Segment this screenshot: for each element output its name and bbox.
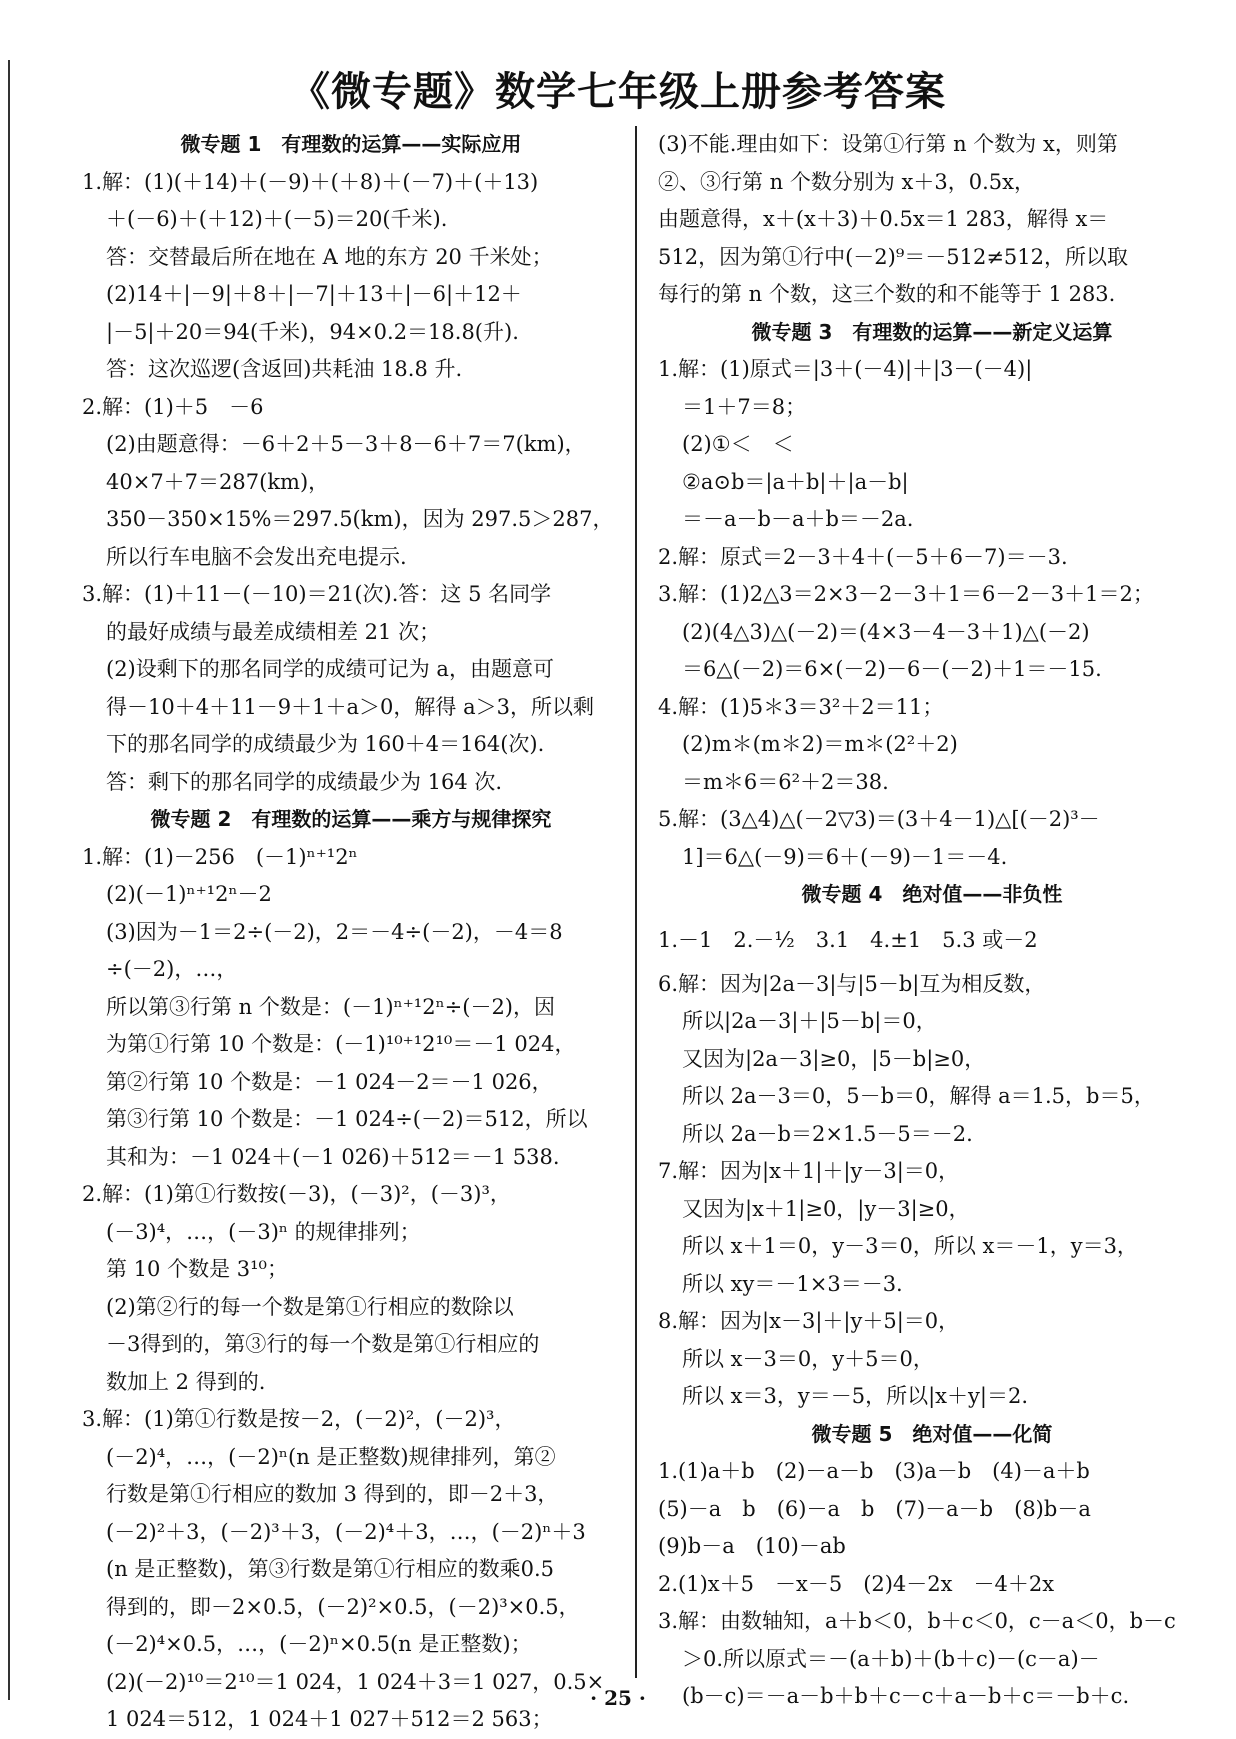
answer-line: 答：这次巡逻(含返回)共耗油 18.8 升.: [106, 357, 463, 381]
answer-line: ＝m＊6＝6²＋2＝38.: [682, 769, 889, 794]
answer-line: 答：剩下的那名同学的成绩最少为 164 次.: [106, 769, 503, 794]
section-heading: 微专题 3 有理数的运算——新定义运算: [751, 319, 1113, 344]
answer-line: (b－c)＝－a－b＋b＋c－c＋a－b＋c＝－b＋c.: [682, 1684, 1130, 1708]
answer-line: (－3)⁴，…，(－3)ⁿ 的规律排列；: [106, 1219, 421, 1244]
answer-line: 所以 2a－3＝0，5－b＝0，解得 a＝1.5，b＝5，: [682, 1084, 1155, 1108]
answer-line: －3得到的，第③行的每一个数是第①行相应的: [106, 1332, 540, 1356]
answer-line: 6.解：因为|2a－3|与|5－b|互为相反数，: [658, 971, 1046, 996]
answer-line: 数加上 2 得到的.: [106, 1369, 266, 1394]
answer-line: 又因为|x＋1|≥0，|y－3|≥0，: [682, 1196, 970, 1221]
column-divider: [635, 126, 637, 1678]
answer-line: 2.解：(1)＋5 －6: [82, 394, 264, 419]
answer-line: 下的那名同学的成绩最少为 160＋4＝164(次).: [106, 732, 545, 756]
answer-line: 每行的第 n 个数，这三个数的和不能等于 1 283.: [658, 282, 1116, 306]
answer-line: 1.(1)a＋b (2)－a－b (3)a－b (4)－a＋b: [658, 1459, 1090, 1483]
answer-line: 其和为：－1 024＋(－1 026)＋512＝－1 538.: [106, 1144, 560, 1169]
answer-line: 1]＝6△(－9)＝6＋(－9)－1＝－4.: [682, 844, 1008, 869]
answer-line: 第③行第 10 个数是：－1 024÷(－2)＝512，所以: [106, 1107, 588, 1131]
answer-line: (2)(－2)¹⁰＝2¹⁰＝1 024，1 024＋3＝1 027，0.5×: [106, 1669, 605, 1694]
answer-line: 所以|2a－3|＋|5－b|＝0，: [682, 1009, 937, 1033]
answer-line: 3.解：(1)＋11－(－10)＝21(次).答：这 5 名同学: [82, 582, 552, 606]
answer-line: 由题意得，x＋(x＋3)＋0.5x＝1 283，解得 x＝: [658, 207, 1109, 231]
answer-line: 又因为|2a－3|≥0，|5－b|≥0，: [682, 1046, 986, 1071]
answer-line: 所以 x＋1＝0，y－3＝0，所以 x＝－1，y＝3，: [682, 1234, 1138, 1258]
answer-line: 所以 xy＝－1×3＝－3.: [682, 1271, 903, 1296]
answer-line: 第 10 个数是 3¹⁰；: [106, 1257, 288, 1281]
answer-line: ＝1＋7＝8；: [682, 394, 807, 419]
answer-line: (－2)⁴×0.5，…，(－2)ⁿ×0.5(n 是正整数)；: [106, 1632, 532, 1656]
answer-line: 2.(1)x＋5 －x－5 (2)4－2x －4＋2x: [658, 1571, 1055, 1596]
page-title: 《微专题》数学七年级上册参考答案: [290, 69, 946, 115]
page-number: · 25 ·: [590, 1686, 646, 1710]
answer-line: (3)因为－1＝2÷(－2)，2＝－4÷(－2)，－4＝8: [106, 919, 563, 944]
answer-line: 8.解：因为|x－3|＋|y＋5|＝0，: [658, 1309, 960, 1333]
answer-line: ＝－a－b－a＋b＝－2a.: [682, 507, 914, 531]
answer-line: 512，因为第①行中(－2)⁹＝－512≠512，所以取: [658, 244, 1129, 269]
answer-line: 1.－1 2.－½ 3.1 4.±1 5.3 或－2: [658, 927, 1038, 952]
section-heading: 微专题 5 绝对值——化简: [811, 1421, 1053, 1446]
answer-line: ＝6△(－2)＝6×(－2)－6－(－2)＋1＝－15.: [682, 657, 1102, 681]
answer-line: (2)14＋|－9|＋8＋|－7|＋13＋|－6|＋12＋: [106, 282, 522, 306]
right-column: [658, 126, 1206, 1716]
answer-line: 40×7＋7＝287(km)，: [106, 469, 330, 494]
answer-line: 3.解：由数轴知，a＋b＜0，b＋c＜0，c－a＜0，b－c: [658, 1609, 1176, 1633]
answer-line: 1.解：(1)(＋14)＋(－9)＋(＋8)＋(－7)＋(＋13): [82, 169, 539, 194]
answer-line: (2)设剩下的那名同学的成绩可记为 a，由题意可: [106, 657, 554, 681]
answer-line: (－2)²＋3，(－2)³＋3，(－2)⁴＋3，…，(－2)ⁿ＋3: [106, 1519, 586, 1544]
answer-line: 350－350×15%＝297.5(km)，因为 297.5＞287，: [106, 507, 614, 531]
answer-line: (2)(－1)ⁿ⁺¹2ⁿ－2: [106, 882, 272, 906]
answer-line: (5)－a b (6)－a b (7)－a－b (8)b－a: [658, 1496, 1091, 1521]
answer-line: 的最好成绩与最差成绩相差 21 次；: [106, 619, 441, 644]
answer-line: 5.解：(3△4)△(－2▽3)＝(3＋4－1)△[(－2)³－: [658, 807, 1100, 831]
answer-line: (－2)⁴，…，(－2)ⁿ(n 是正整数)规律排列，第②: [106, 1444, 556, 1469]
page-left-rule: [8, 60, 10, 1700]
answer-line: 所以第③行第 n 个数是：(－1)ⁿ⁺¹2ⁿ÷(－2)，因: [106, 994, 555, 1019]
answer-line: (2)①＜ ＜: [682, 432, 794, 456]
left-column: [82, 126, 620, 1739]
answer-line: 第②行第 10 个数是：－1 024－2＝－1 026，: [106, 1069, 553, 1094]
answer-line: 1.解：(1)原式＝|3＋(－4)|＋|3－(－4)|: [658, 357, 1033, 381]
answer-line: ②a⊙b＝|a＋b|＋|a－b|: [682, 469, 909, 494]
answer-line: 所以 x－3＝0，y＋5＝0，: [682, 1346, 934, 1371]
answer-line: ＋(－6)＋(＋12)＋(－5)＝20(千米).: [106, 207, 448, 231]
answer-line: 答：交替最后所在地在 A 地的东方 20 千米处；: [106, 244, 553, 269]
answer-line: 所以 x＝3，y＝－5，所以|x＋y|＝2.: [682, 1384, 1028, 1408]
answer-line: 得到的，即－2×0.5，(－2)²×0.5，(－2)³×0.5，: [106, 1594, 580, 1619]
answer-line: ÷(－2)，…，: [106, 957, 238, 981]
answer-line: ②、③行第 n 个数分别为 x＋3，0.5x，: [658, 169, 1035, 194]
section-heading: 微专题 1 有理数的运算——实际应用: [180, 132, 522, 156]
answer-line: (2)(4△3)△(－2)＝(4×3－4－3＋1)△(－2): [682, 619, 1090, 644]
answer-line: (9)b－a (10)－ab: [658, 1534, 846, 1558]
section-heading: 微专题 2 有理数的运算——乘方与规律探究: [150, 807, 552, 831]
answer-line: 3.解：(1)2△3＝2×3－2－3＋1＝6－2－3＋1＝2；: [658, 582, 1154, 606]
answer-line: (2)m＊(m＊2)＝m＊(2²＋2): [682, 732, 958, 756]
answer-line: |－5|＋20＝94(千米)，94×0.2＝18.8(升).: [106, 319, 519, 344]
answer-line: 7.解：因为|x＋1|＋|y－3|＝0，: [658, 1159, 960, 1183]
answer-line: 1.解：(1)－256 (－1)ⁿ⁺¹2ⁿ: [82, 844, 358, 869]
answer-line: (2)第②行的每一个数是第①行相应的数除以: [106, 1294, 514, 1319]
section-heading: 微专题 4 绝对值——非负性: [801, 882, 1063, 906]
answer-line: 3.解：(1)第①行数是按－2，(－2)²，(－2)³，: [82, 1407, 516, 1431]
answer-line: (n 是正整数)，第③行数是第①行相应的数乘0.5: [106, 1557, 554, 1581]
answer-line: 1 024＝512，1 024＋1 027＋512＝2 563；: [106, 1707, 553, 1731]
answer-line: 为第①行第 10 个数是：(－1)¹⁰⁺¹2¹⁰＝－1 024，: [106, 1032, 576, 1056]
answer-line: 所以行车电脑不会发出充电提示.: [106, 544, 407, 569]
answer-line: ＞0.所以原式＝－(a＋b)＋(b＋c)－(c－a)－: [682, 1646, 1100, 1671]
answer-line: (3)不能.理由如下：设第①行第 n 个数为 x，则第: [658, 132, 1118, 156]
answer-line: 2.解：原式＝2－3＋4＋(－5＋6－7)＝－3.: [658, 544, 1068, 569]
answer-line: 行数是第①行相应的数加 3 得到的，即－2＋3，: [106, 1482, 559, 1506]
answer-line: 所以 2a－b＝2×1.5－5＝－2.: [682, 1121, 973, 1146]
answer-line: (2)由题意得：－6＋2＋5－3＋8－6＋7＝7(km)，: [106, 432, 586, 456]
answer-line: 得－10＋4＋11－9＋1＋a＞0，解得 a＞3，所以剩: [106, 694, 594, 719]
answer-line: 2.解：(1)第①行数按(－3)，(－3)²，(－3)³，: [82, 1182, 511, 1206]
answer-line: 4.解：(1)5＊3＝3²＋2＝11；: [658, 694, 944, 719]
